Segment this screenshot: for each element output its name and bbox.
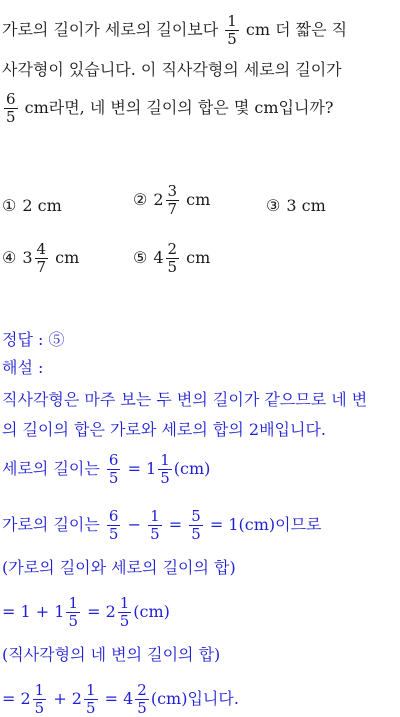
explanation-line-7: (직사각형의 네 변의 길이의 합) — [2, 645, 221, 664]
choice-3[interactable]: ③ 3 cm — [266, 196, 326, 215]
explanation-line-4: 가로의 길이는 $\frac{6}{5}$ − $\frac{1}{5}$ = $\frac{5}{5}$ = 1(cm)이므로 — [2, 507, 322, 543]
question-text: cm 더 짧은 직 — [245, 20, 348, 39]
explanation-line-3: 세로의 길이는 $\frac{6}{5}$ = 1 $\frac{1}{5}$ (cm) — [2, 451, 211, 487]
choice-2[interactable]: ② 2 $\frac{3}{7}$ cm — [133, 182, 211, 218]
question-text: 가로의 길이가 세로의 길이보다 — [2, 20, 219, 39]
explanation-line-5: (가로의 길이와 세로의 길이의 합) — [2, 558, 236, 577]
answer-value: ⑤ — [48, 330, 65, 349]
answer-line: 정답 : ⑤ — [2, 330, 65, 349]
question-line-3: $\frac{6}{5}$ cm라면, 네 변의 길이의 합은 몇 cm입니까? — [6, 90, 334, 126]
question-line-2: 사각형이 있습니다. 이 직사각형의 세로의 길이가 — [2, 60, 342, 79]
explanation-line-2: 의 길이의 합은 가로와 세로의 합의 2배입니다. — [2, 420, 326, 439]
explanation-line-8: = 2 $\frac{1}{5}$ + 2 $\frac{1}{5}$ = 4 $\frac{2}{5}$ (cm)입니다. — [2, 681, 239, 717]
choice-5[interactable]: ⑤ 4 $\frac{2}{5}$ cm — [133, 240, 211, 276]
question-line-1 — [2, 14, 347, 47]
fraction: $\frac{1}{5}$ — [227, 12, 237, 48]
explanation-label: 해설 : — [2, 358, 44, 377]
choice-4[interactable]: ④ 3 $\frac{4}{7}$ cm — [2, 240, 80, 276]
fraction: $\frac{6}{5}$ — [6, 90, 16, 126]
choice-1[interactable]: ① 2 cm — [2, 196, 62, 215]
explanation-line-6: = 1 + 1 $\frac{1}{5}$ = 2 $\frac{1}{5}$ (cm) — [2, 594, 170, 630]
explanation-line-1: 직사각형은 마주 보는 두 변의 길이가 같으므로 네 변 — [2, 390, 368, 409]
